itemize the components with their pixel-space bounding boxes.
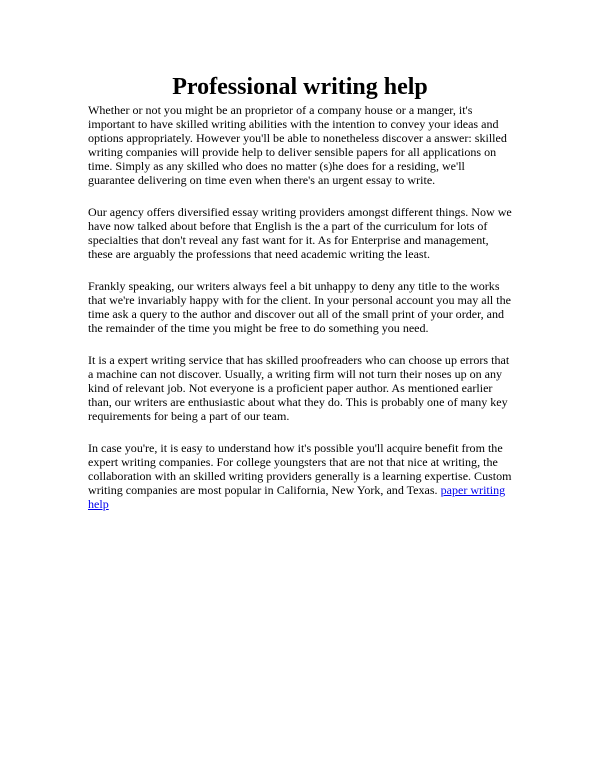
- paragraph-5: [88, 441, 512, 511]
- paragraph-3: Frankly speaking, our writers always feel a bit unhappy to deny any title to the works that we're invariably happy with for the client. In your personal account you may all the time ask a query to the author and discover out all of the small print of your order, and the remainder of the time you might be free to do something you need.: [88, 279, 512, 335]
- paragraph-4: It is a expert writing service that has skilled proofreaders who can choose up errors that a machine can not discover. Usually, a writing firm will not turn their noses up on any kind of relevant job. Not everyone is a proficient paper author. As mentioned earlier than, our writers are enthusiastic about what they do. This is probably one of many key requirements for being a part of our team.: [88, 353, 510, 423]
- paragraph-1: Whether or not you might be an proprietor of a company house or a manger, it's important to have skilled writing abilities with the intention to convey your ideas and options appropriately. However you'll be able to nonetheless discover a answer: skilled writing companies will provide help to deliver sensible papers for all applications on time. Simply as any skilled who does no matter (s)he does for a residing, we'll guarantee delivering on time even when there's an urgent essay to write.: [88, 103, 507, 187]
- paragraph-5-text: In case you're, it is easy to understand how it's possible you'll acquire benefit from the expert writing companies. For college youngsters that are not that nice at writing, the collaboration with an skilled writing providers generally is a learning expertise. Custom writing companies are most popular in California, New York, and Texas.: [88, 441, 512, 497]
- document-body: [88, 72, 512, 511]
- paper-writing-help-link[interactable]: paper writing help: [88, 483, 506, 511]
- page-title: Professional writing help: [172, 74, 428, 100]
- paragraph-2: Our agency offers diversified essay writing providers amongst different things. Now we have now talked about before that English is the a part of the curriculum for lots of specialties that don't reveal any fast want for it. As for Enterprise and management, these are arguably the professions that need academic writing the least.: [88, 205, 512, 261]
